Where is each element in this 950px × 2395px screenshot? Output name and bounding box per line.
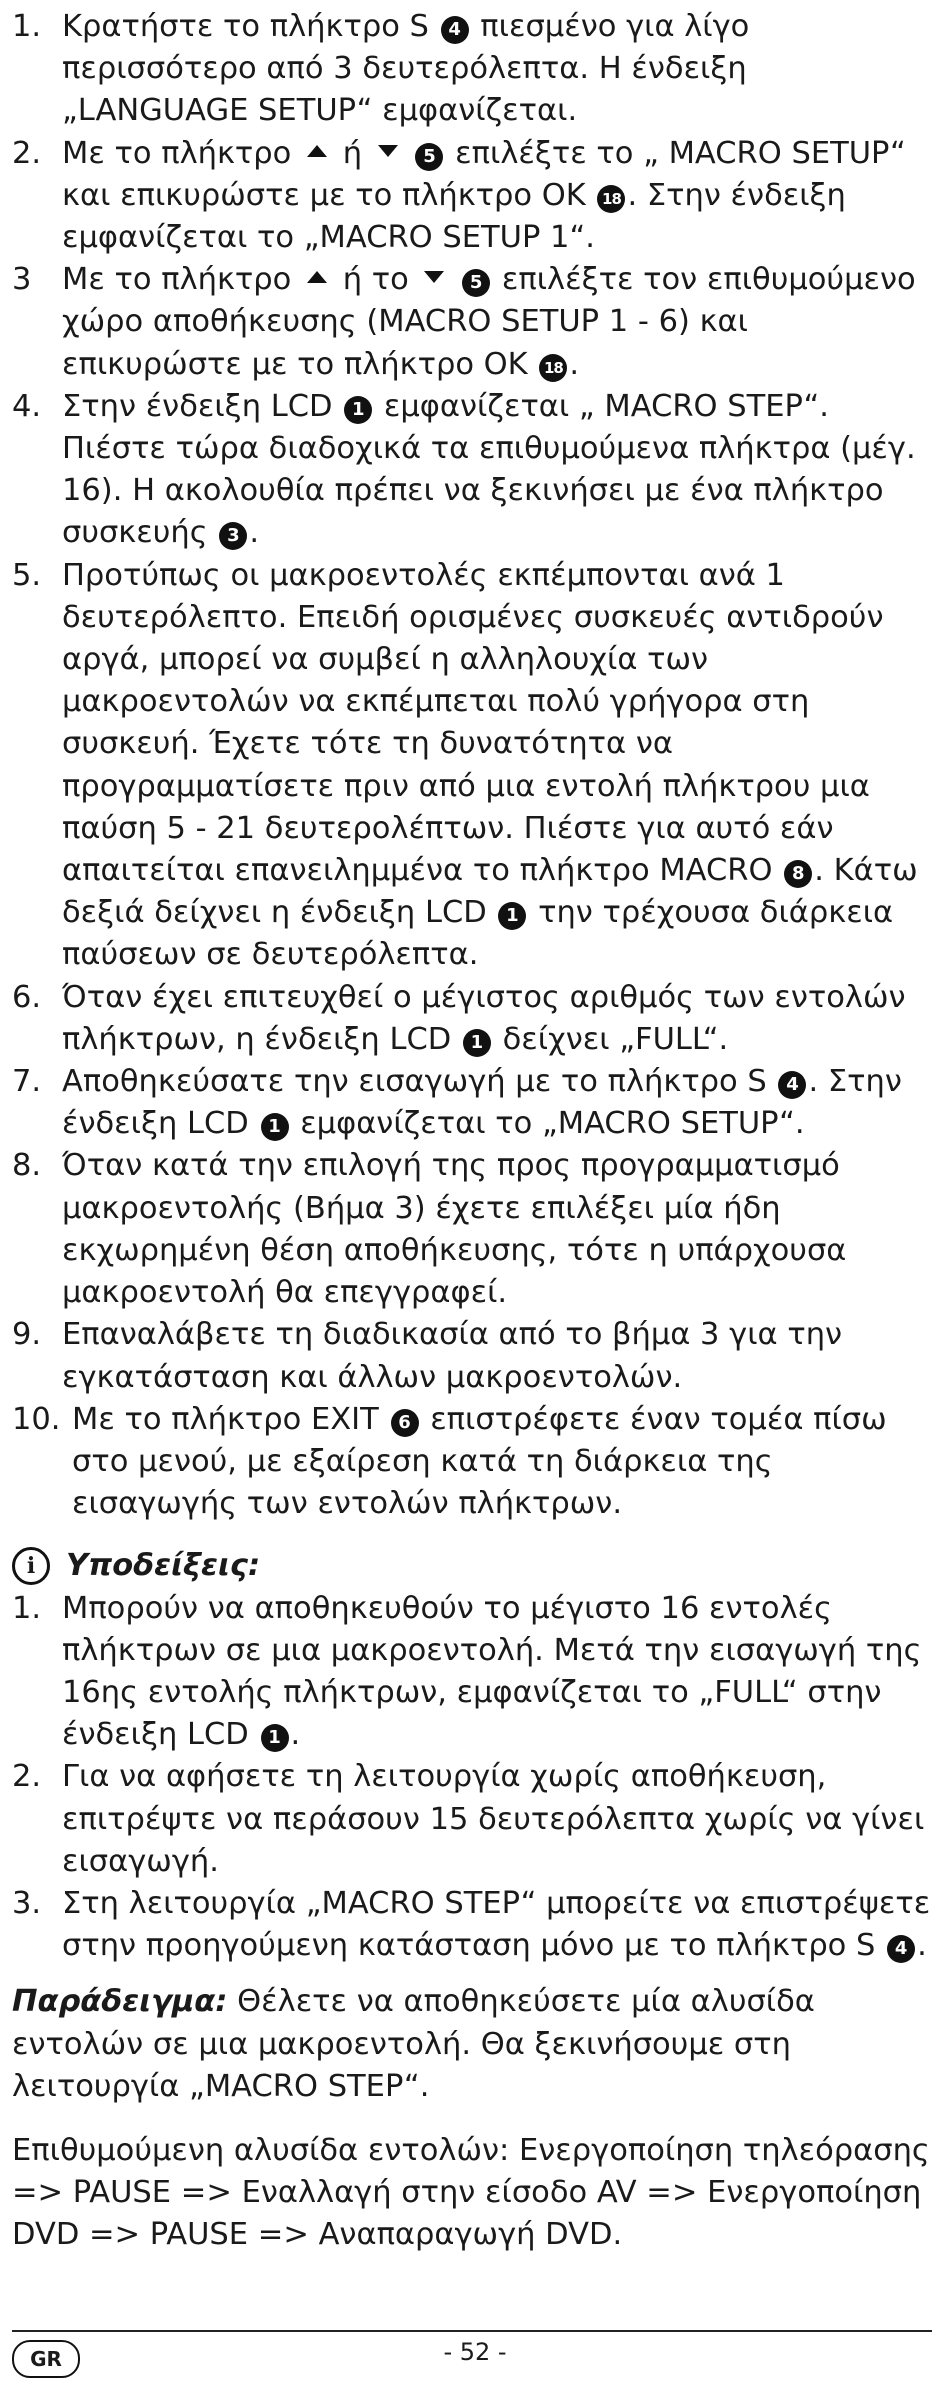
step-text: Με το πλήκτρο xyxy=(62,135,302,171)
step-number: 8. xyxy=(12,1148,42,1184)
key-18-icon: 18 xyxy=(597,185,625,213)
step-text: . xyxy=(569,346,580,382)
command-chain-paragraph: Επιθυμούμενη αλυσίδα εντολών: Ενεργοποίηση τηλεόρασης => PAUSE => Εναλλαγή στην είσοδο AV => Ενεργοποίηση DVD => PAUSE => Αναπαραγωγή DVD. xyxy=(12,2132,930,2253)
notes-title: Υποδείξεις: xyxy=(66,1548,261,1584)
step-number: 5. xyxy=(12,557,42,593)
arrow-up-icon xyxy=(307,271,327,283)
step-text: Αποθηκεύσατε την εισαγωγή με το πλήκτρο S xyxy=(62,1064,777,1100)
step-text: Προτύπως οι μακροεντολές εκπέμπονται ανά 1 δευτερόλεπτο. Επειδή ορισμένες συσκευές αντιδρούν αργά, μπορεί να συμβεί η αλληλουχία των μακροεντολών να εκπέμπεται πολύ γρήγορα στη συσκευή. Έχετε τότε τη δυνατότητα να προγραμματίσετε πριν από μια εντολή πλήκτρου μια παύση 5 - 21 δευτερολέπτων. Πιέστε για αυτό εάν απαιτείται επανειλημμένα το πλήκτρο MACRO xyxy=(62,557,884,889)
footer-divider xyxy=(12,2330,932,2332)
step-4 xyxy=(12,386,932,555)
step-number: 6. xyxy=(12,979,42,1015)
arrow-down-icon xyxy=(378,145,398,157)
example-label: Παράδειγμα: xyxy=(12,1984,228,2020)
step-text: εμφανίζεται „ MACRO STEP“. Πιέστε τώρα διαδοχικά τα επιθυμούμενα πλήκτρα (μέγ. 16). Η ακολουθία πρέπει να ξεκινήσει με ένα πλήκτρο συσκευής xyxy=(62,388,916,551)
step-text xyxy=(450,262,460,297)
note-number: 3. xyxy=(12,1885,42,1921)
step-number: 3 xyxy=(12,262,32,298)
step-text: Κρατήστε το πλήκτρο S xyxy=(62,9,439,44)
step-text: επιλέξτε το „ MACRO SETUP“ και επικυρώστε με το πλήκτρο OK xyxy=(62,135,906,213)
note-text: . xyxy=(917,1928,927,1964)
step-number: 1. xyxy=(12,9,42,44)
content-area xyxy=(12,6,932,2257)
step-text: . xyxy=(249,515,260,551)
note-1 xyxy=(12,1588,932,1757)
note-number: 2. xyxy=(12,1759,42,1795)
key-18-icon: 18 xyxy=(539,354,567,382)
step-text: εμφανίζεται το „MACRO SETUP“. xyxy=(290,1106,805,1142)
macro-key-8-icon: 8 xyxy=(784,860,812,888)
arrow-down-icon xyxy=(424,271,444,283)
step-5 xyxy=(12,555,932,977)
step-text: . Στην ένδειξη LCD xyxy=(62,1064,902,1142)
example-text: Θέλετε να αποθηκεύσετε μία αλυσίδα εντολών σε μια μακροεντολή. Θα ξεκινήσουμε στη λειτουργία „MACRO STEP“. xyxy=(12,1984,815,2104)
step-1 xyxy=(12,6,932,133)
step-text: πιεσμένο για λίγο περισσότερο από 3 δευτερόλεπτα. Η ένδειξη „LANGUAGE SETUP“ εμφανίζεται. xyxy=(62,9,750,129)
step-text: δείχνει „FULL“. xyxy=(492,1021,729,1057)
step-text: Όταν κατά την επιλογή της προς προγραμματισμό μακροεντολής (Βήμα 3) έχετε επιλέξει μία ήδη εκχωρημένη θέση αποθήκευσης, τότε η υπάρχουσα μακροεντολή θα επεγγραφεί. xyxy=(62,1148,847,1311)
key-4-icon: 4 xyxy=(887,1935,915,1963)
example-paragraph xyxy=(12,1981,932,2108)
step-text: Επαναλάβετε τη διαδικασία από το βήμα 3 για την εγκατάσταση και άλλων μακροεντολών. xyxy=(62,1317,843,1395)
arrow-up-icon xyxy=(307,145,327,157)
step-text: επιλέξτε τον επιθυμούμενο χώρο αποθήκευσης (MACRO SETUP 1 - 6) και επικυρώστε με το πλήκτρο OK xyxy=(62,262,916,382)
step-text: . Στην ένδειξη εμφανίζεται το „MACRO SETUP 1“. xyxy=(62,177,846,256)
step-number: 7. xyxy=(12,1064,42,1100)
step-text: Όταν έχει επιτευχθεί ο μέγιστος αριθμός των εντολών πλήκτρων, η ένδειξη LCD xyxy=(62,979,906,1057)
step-number: 9. xyxy=(12,1317,42,1353)
lcd-1-icon: 1 xyxy=(261,1113,289,1141)
notes-list xyxy=(12,1588,932,1968)
lcd-1-icon: 1 xyxy=(344,396,372,424)
step-6 xyxy=(12,977,932,1061)
note-number: 1. xyxy=(12,1590,42,1626)
step-text: την τρέχουσα διάρκεια παύσεων σε δευτερόλεπτα. xyxy=(62,895,894,973)
notes-heading xyxy=(12,1545,932,1587)
step-text: Με το πλήκτρο EXIT xyxy=(72,1401,389,1437)
steps-list xyxy=(12,6,932,1525)
lcd-1-icon: 1 xyxy=(463,1029,491,1057)
note-2 xyxy=(12,1756,932,1883)
device-key-3-icon: 3 xyxy=(219,522,247,550)
key-4-icon: 4 xyxy=(778,1071,806,1099)
page-number: - 52 - xyxy=(443,2338,507,2366)
exit-key-6-icon: 6 xyxy=(391,1409,419,1437)
note-text: . xyxy=(290,1717,301,1753)
step-text: ή xyxy=(333,135,372,171)
country-badge: GR xyxy=(12,2340,80,2378)
key-4-icon: 4 xyxy=(441,16,469,44)
step-text: Με το πλήκτρο xyxy=(62,262,302,298)
step-2 xyxy=(12,133,932,260)
info-icon: i xyxy=(12,1547,50,1585)
step-text xyxy=(404,136,414,171)
step-text: επιστρέφετε έναν τομέα πίσω στο μενού, με εξαίρεση κατά τη διάρκεια της εισαγωγής των εντολών πλήκτρων. xyxy=(72,1401,887,1522)
key-5-icon: 5 xyxy=(462,269,490,297)
step-3 xyxy=(12,259,932,386)
lcd-1-icon: 1 xyxy=(498,902,526,930)
step-7 xyxy=(12,1061,932,1145)
step-text: ή το xyxy=(333,262,419,298)
step-text: Στην ένδειξη LCD xyxy=(62,388,343,424)
note-3 xyxy=(12,1883,932,1967)
step-text: . Κάτω δεξιά δείχνει η ένδειξη LCD xyxy=(62,853,918,931)
lcd-1-icon: 1 xyxy=(261,1724,289,1752)
note-text: Για να αφήσετε τη λειτουργία χωρίς αποθήκευση, επιτρέψτε να περάσουν 15 δευτερόλεπτα χωρίς να γίνει εισαγωγή. xyxy=(62,1759,925,1879)
note-text: Στη λειτουργία „MACRO STEP“ μπορείτε να επιστρέψετε στην προηγούμενη κατάσταση μόνο με το πλήκτρο S xyxy=(62,1885,931,1964)
step-8 xyxy=(12,1145,932,1314)
step-10 xyxy=(12,1399,932,1526)
step-number: 10. xyxy=(12,1401,61,1437)
step-number: 2. xyxy=(12,135,42,171)
step-number: 4. xyxy=(12,388,42,424)
step-9 xyxy=(12,1314,932,1398)
note-text: Μπορούν να αποθηκευθούν το μέγιστο 16 εντολές πλήκτρων σε μια μακροεντολή. Μετά την εισαγωγή της 16ης εντολής πλήκτρων, εμφανίζεται το „FULL“ στην ένδειξη LCD xyxy=(62,1590,922,1753)
key-5-icon: 5 xyxy=(415,143,443,171)
